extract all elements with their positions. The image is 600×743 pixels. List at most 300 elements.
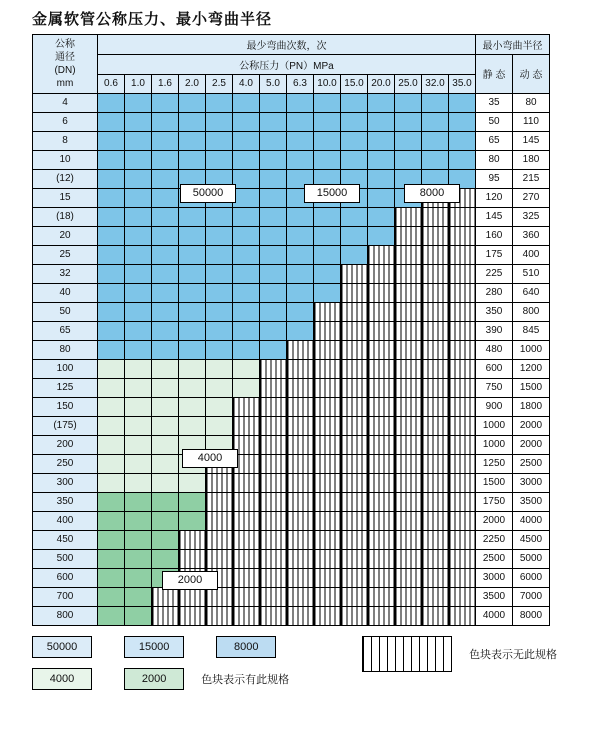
header-dn-line-1: 公称 bbox=[55, 38, 75, 50]
matrix-cell bbox=[152, 264, 179, 283]
matrix-cell bbox=[449, 549, 476, 568]
matrix-cell bbox=[152, 492, 179, 511]
matrix-cell bbox=[368, 112, 395, 131]
legend-chip-4000: 4000 bbox=[32, 668, 92, 690]
matrix-cell bbox=[233, 606, 260, 625]
row-dn-label: 6 bbox=[33, 112, 98, 131]
matrix-cell bbox=[287, 93, 314, 112]
matrix-cell bbox=[341, 283, 368, 302]
matrix-cell bbox=[125, 112, 152, 131]
matrix-cell bbox=[125, 169, 152, 188]
matrix-cell bbox=[314, 587, 341, 606]
matrix-cell bbox=[341, 606, 368, 625]
table-row bbox=[33, 283, 550, 302]
header-pressure-8: 10.0 bbox=[314, 75, 341, 94]
table-row bbox=[33, 492, 550, 511]
legend-note-color: 色块表示有此规格 bbox=[201, 674, 290, 686]
matrix-cell bbox=[125, 530, 152, 549]
matrix-cell bbox=[206, 606, 233, 625]
matrix-cell bbox=[98, 264, 125, 283]
matrix-cell bbox=[206, 245, 233, 264]
matrix-cell bbox=[125, 454, 152, 473]
matrix-cell bbox=[260, 169, 287, 188]
matrix-cell bbox=[341, 264, 368, 283]
matrix-cell bbox=[314, 473, 341, 492]
matrix-cell bbox=[152, 283, 179, 302]
row-dn-label: 125 bbox=[33, 378, 98, 397]
matrix-cell bbox=[341, 454, 368, 473]
matrix-cell bbox=[98, 245, 125, 264]
row-dn-label: 700 bbox=[33, 587, 98, 606]
matrix-cell bbox=[422, 473, 449, 492]
matrix-cell bbox=[206, 549, 233, 568]
matrix-cell bbox=[125, 264, 152, 283]
matrix-cell bbox=[368, 568, 395, 587]
table-body bbox=[33, 93, 550, 625]
matrix-cell bbox=[233, 473, 260, 492]
matrix-cell bbox=[395, 93, 422, 112]
matrix-cell bbox=[449, 340, 476, 359]
matrix-cell bbox=[422, 245, 449, 264]
matrix-cell bbox=[314, 435, 341, 454]
value-badge: 8000 bbox=[404, 184, 460, 203]
matrix-cell bbox=[287, 226, 314, 245]
table-row bbox=[33, 112, 550, 131]
row-static-radius: 35 bbox=[476, 93, 513, 112]
matrix-cell bbox=[422, 131, 449, 150]
header-pressure-10: 20.0 bbox=[368, 75, 395, 94]
row-static-radius: 1750 bbox=[476, 492, 513, 511]
table-row bbox=[33, 587, 550, 606]
table-row bbox=[33, 302, 550, 321]
matrix-cell bbox=[233, 359, 260, 378]
matrix-cell bbox=[287, 131, 314, 150]
row-dn-label: 450 bbox=[33, 530, 98, 549]
row-dynamic-radius: 2000 bbox=[513, 416, 550, 435]
value-badge: 4000 bbox=[182, 449, 238, 468]
row-dn-label: 32 bbox=[33, 264, 98, 283]
matrix-cell bbox=[206, 150, 233, 169]
matrix-cell bbox=[287, 568, 314, 587]
matrix-cell bbox=[260, 359, 287, 378]
row-dn-label: 10 bbox=[33, 150, 98, 169]
matrix-cell bbox=[206, 302, 233, 321]
row-dn-label: 150 bbox=[33, 397, 98, 416]
matrix-cell bbox=[98, 492, 125, 511]
matrix-cell bbox=[341, 416, 368, 435]
matrix-cell bbox=[449, 606, 476, 625]
matrix-cell bbox=[206, 530, 233, 549]
matrix-cell bbox=[98, 340, 125, 359]
matrix-cell bbox=[422, 549, 449, 568]
matrix-cell bbox=[152, 549, 179, 568]
matrix-cell bbox=[125, 511, 152, 530]
matrix-cell bbox=[422, 587, 449, 606]
matrix-cell bbox=[260, 454, 287, 473]
matrix-cell bbox=[422, 264, 449, 283]
matrix-cell bbox=[98, 511, 125, 530]
row-static-radius: 4000 bbox=[476, 606, 513, 625]
matrix-cell bbox=[314, 549, 341, 568]
matrix-cell bbox=[152, 112, 179, 131]
matrix-cell bbox=[341, 359, 368, 378]
row-dn-label: 300 bbox=[33, 473, 98, 492]
table-row bbox=[33, 188, 550, 207]
row-dynamic-radius: 7000 bbox=[513, 587, 550, 606]
matrix-cell bbox=[260, 492, 287, 511]
matrix-cell bbox=[287, 397, 314, 416]
matrix-cell bbox=[449, 473, 476, 492]
table-row bbox=[33, 359, 550, 378]
matrix-cell bbox=[449, 416, 476, 435]
matrix-cell bbox=[341, 378, 368, 397]
row-static-radius: 1000 bbox=[476, 416, 513, 435]
matrix-cell bbox=[287, 511, 314, 530]
table-row bbox=[33, 435, 550, 454]
matrix-cell bbox=[152, 302, 179, 321]
matrix-cell bbox=[233, 492, 260, 511]
matrix-cell bbox=[179, 207, 206, 226]
row-static-radius: 480 bbox=[476, 340, 513, 359]
row-static-radius: 2500 bbox=[476, 549, 513, 568]
legend-chip-2000: 2000 bbox=[124, 668, 184, 690]
matrix-cell bbox=[368, 473, 395, 492]
matrix-cell bbox=[125, 150, 152, 169]
matrix-cell bbox=[233, 568, 260, 587]
matrix-cell bbox=[449, 454, 476, 473]
row-static-radius: 280 bbox=[476, 283, 513, 302]
matrix-cell bbox=[449, 587, 476, 606]
matrix-cell bbox=[233, 150, 260, 169]
matrix-cell bbox=[125, 131, 152, 150]
matrix-cell bbox=[341, 302, 368, 321]
matrix-cell bbox=[260, 530, 287, 549]
matrix-cell bbox=[233, 112, 260, 131]
matrix-cell bbox=[260, 264, 287, 283]
row-dn-label: 20 bbox=[33, 226, 98, 245]
matrix-cell bbox=[368, 169, 395, 188]
header-pressure-4: 2.5 bbox=[206, 75, 233, 94]
row-dn-label: 250 bbox=[33, 454, 98, 473]
table-head bbox=[33, 35, 550, 94]
table-row bbox=[33, 397, 550, 416]
matrix-cell bbox=[449, 511, 476, 530]
table-row bbox=[33, 530, 550, 549]
matrix-cell bbox=[368, 302, 395, 321]
matrix-cell bbox=[260, 321, 287, 340]
header-pressure-1: 1.0 bbox=[125, 75, 152, 94]
matrix-cell bbox=[422, 283, 449, 302]
matrix-cell bbox=[233, 245, 260, 264]
row-dynamic-radius: 800 bbox=[513, 302, 550, 321]
matrix-cell bbox=[314, 359, 341, 378]
matrix-cell bbox=[125, 226, 152, 245]
matrix-cell bbox=[179, 264, 206, 283]
header-dn-line-2: 通径 bbox=[55, 51, 75, 63]
matrix-cell bbox=[233, 188, 260, 207]
matrix-cell bbox=[341, 397, 368, 416]
matrix-cell bbox=[287, 112, 314, 131]
matrix-cell bbox=[98, 359, 125, 378]
matrix-cell bbox=[422, 454, 449, 473]
matrix-cell bbox=[395, 150, 422, 169]
header-row-1 bbox=[33, 35, 550, 55]
matrix-cell bbox=[125, 302, 152, 321]
matrix-cell bbox=[206, 359, 233, 378]
matrix-cell bbox=[260, 397, 287, 416]
matrix-cell bbox=[125, 188, 152, 207]
matrix-cell bbox=[422, 226, 449, 245]
table-row bbox=[33, 340, 550, 359]
matrix-cell bbox=[422, 378, 449, 397]
matrix-cell bbox=[206, 283, 233, 302]
matrix-cell bbox=[449, 283, 476, 302]
matrix-cell bbox=[206, 416, 233, 435]
matrix-cell bbox=[179, 302, 206, 321]
matrix-cell bbox=[125, 245, 152, 264]
row-static-radius: 175 bbox=[476, 245, 513, 264]
matrix-cell bbox=[422, 530, 449, 549]
header-row-pressures bbox=[33, 75, 550, 94]
row-static-radius: 145 bbox=[476, 207, 513, 226]
matrix-cell bbox=[179, 606, 206, 625]
row-dynamic-radius: 1000 bbox=[513, 340, 550, 359]
matrix-cell bbox=[341, 587, 368, 606]
header-pressure-11: 25.0 bbox=[395, 75, 422, 94]
matrix-cell bbox=[233, 416, 260, 435]
header-dynamic: 动 态 bbox=[513, 55, 550, 94]
row-dynamic-radius: 8000 bbox=[513, 606, 550, 625]
matrix-cell bbox=[287, 150, 314, 169]
matrix-cell bbox=[422, 435, 449, 454]
matrix-cell bbox=[341, 511, 368, 530]
matrix-cell bbox=[260, 112, 287, 131]
matrix-cell bbox=[233, 169, 260, 188]
matrix-cell bbox=[125, 93, 152, 112]
matrix-cell bbox=[152, 416, 179, 435]
matrix-cell bbox=[395, 397, 422, 416]
matrix-cell bbox=[206, 473, 233, 492]
row-dn-label: 800 bbox=[33, 606, 98, 625]
matrix-cell bbox=[422, 150, 449, 169]
header-row-2 bbox=[33, 55, 550, 75]
header-bend-radius: 最小弯曲半径 bbox=[476, 35, 550, 55]
row-dynamic-radius: 3500 bbox=[513, 492, 550, 511]
matrix-cell bbox=[368, 321, 395, 340]
matrix-cell bbox=[260, 435, 287, 454]
matrix-cell bbox=[260, 93, 287, 112]
matrix-cell bbox=[422, 416, 449, 435]
matrix-cell bbox=[233, 587, 260, 606]
matrix-cell bbox=[206, 321, 233, 340]
matrix-cell bbox=[449, 492, 476, 511]
matrix-cell bbox=[179, 397, 206, 416]
matrix-cell bbox=[179, 283, 206, 302]
row-dynamic-radius: 4000 bbox=[513, 511, 550, 530]
table-row bbox=[33, 378, 550, 397]
row-dynamic-radius: 510 bbox=[513, 264, 550, 283]
row-dn-label: 200 bbox=[33, 435, 98, 454]
matrix-cell bbox=[179, 321, 206, 340]
matrix-cell bbox=[152, 530, 179, 549]
legend-chip-8000: 8000 bbox=[216, 636, 276, 658]
matrix-cell bbox=[368, 549, 395, 568]
matrix-cell bbox=[179, 226, 206, 245]
matrix-cell bbox=[422, 397, 449, 416]
matrix-cell bbox=[98, 188, 125, 207]
row-dynamic-radius: 845 bbox=[513, 321, 550, 340]
matrix-cell bbox=[260, 245, 287, 264]
table-row bbox=[33, 207, 550, 226]
matrix-cell bbox=[179, 150, 206, 169]
matrix-cell bbox=[341, 492, 368, 511]
matrix-cell bbox=[233, 530, 260, 549]
matrix-cell bbox=[314, 568, 341, 587]
matrix-cell bbox=[179, 93, 206, 112]
matrix-cell bbox=[152, 435, 179, 454]
matrix-cell bbox=[395, 359, 422, 378]
row-static-radius: 50 bbox=[476, 112, 513, 131]
matrix-cell bbox=[179, 131, 206, 150]
matrix-cell bbox=[449, 93, 476, 112]
spec-table bbox=[32, 34, 550, 626]
matrix-cell bbox=[260, 340, 287, 359]
matrix-cell bbox=[395, 435, 422, 454]
row-dynamic-radius: 4500 bbox=[513, 530, 550, 549]
matrix-cell bbox=[152, 207, 179, 226]
matrix-cell bbox=[98, 606, 125, 625]
matrix-cell bbox=[233, 378, 260, 397]
spec-table-container bbox=[32, 34, 568, 626]
matrix-cell bbox=[287, 530, 314, 549]
matrix-cell bbox=[341, 207, 368, 226]
matrix-cell bbox=[341, 530, 368, 549]
matrix-cell bbox=[260, 549, 287, 568]
header-pressure-12: 32.0 bbox=[422, 75, 449, 94]
matrix-cell bbox=[98, 435, 125, 454]
matrix-cell bbox=[395, 340, 422, 359]
row-dn-label: 65 bbox=[33, 321, 98, 340]
row-static-radius: 65 bbox=[476, 131, 513, 150]
matrix-cell bbox=[395, 283, 422, 302]
matrix-cell bbox=[395, 416, 422, 435]
matrix-cell bbox=[152, 397, 179, 416]
matrix-cell bbox=[341, 549, 368, 568]
matrix-cell bbox=[314, 378, 341, 397]
matrix-cell bbox=[422, 340, 449, 359]
matrix-cell bbox=[422, 568, 449, 587]
matrix-cell bbox=[395, 530, 422, 549]
row-static-radius: 2250 bbox=[476, 530, 513, 549]
matrix-cell bbox=[125, 359, 152, 378]
matrix-cell bbox=[449, 131, 476, 150]
legend-chip-15000: 15000 bbox=[124, 636, 184, 658]
row-static-radius: 390 bbox=[476, 321, 513, 340]
matrix-cell bbox=[125, 378, 152, 397]
matrix-cell bbox=[314, 150, 341, 169]
matrix-cell bbox=[260, 283, 287, 302]
matrix-cell bbox=[125, 568, 152, 587]
matrix-cell bbox=[314, 340, 341, 359]
matrix-cell bbox=[395, 454, 422, 473]
matrix-cell bbox=[368, 340, 395, 359]
matrix-cell bbox=[125, 473, 152, 492]
matrix-cell bbox=[395, 131, 422, 150]
matrix-cell bbox=[422, 112, 449, 131]
matrix-cell bbox=[98, 530, 125, 549]
value-badge: 15000 bbox=[304, 184, 360, 203]
matrix-cell bbox=[125, 207, 152, 226]
matrix-cell bbox=[179, 112, 206, 131]
matrix-cell bbox=[98, 568, 125, 587]
row-static-radius: 900 bbox=[476, 397, 513, 416]
legend-note-hatch: 色块表示无此规格 bbox=[469, 649, 558, 661]
matrix-cell bbox=[152, 131, 179, 150]
matrix-cell bbox=[260, 606, 287, 625]
row-dn-label: 40 bbox=[33, 283, 98, 302]
matrix-cell bbox=[368, 530, 395, 549]
header-static: 静 态 bbox=[476, 55, 513, 94]
matrix-cell bbox=[152, 606, 179, 625]
row-dynamic-radius: 2500 bbox=[513, 454, 550, 473]
value-badge: 50000 bbox=[180, 184, 236, 203]
matrix-cell bbox=[395, 378, 422, 397]
matrix-cell bbox=[233, 549, 260, 568]
matrix-cell bbox=[179, 530, 206, 549]
row-dynamic-radius: 1200 bbox=[513, 359, 550, 378]
matrix-cell bbox=[395, 511, 422, 530]
legend-chip-50000: 50000 bbox=[32, 636, 92, 658]
matrix-cell bbox=[422, 492, 449, 511]
matrix-cell bbox=[260, 378, 287, 397]
matrix-cell bbox=[287, 549, 314, 568]
row-static-radius: 3500 bbox=[476, 587, 513, 606]
matrix-cell bbox=[125, 340, 152, 359]
matrix-cell bbox=[368, 435, 395, 454]
matrix-cell bbox=[368, 150, 395, 169]
table-row bbox=[33, 549, 550, 568]
matrix-cell bbox=[395, 492, 422, 511]
header-pressure-7: 6.3 bbox=[287, 75, 314, 94]
matrix-cell bbox=[233, 340, 260, 359]
matrix-cell bbox=[125, 606, 152, 625]
matrix-cell bbox=[206, 226, 233, 245]
matrix-cell bbox=[395, 321, 422, 340]
matrix-cell bbox=[98, 587, 125, 606]
matrix-cell bbox=[233, 264, 260, 283]
matrix-cell bbox=[98, 473, 125, 492]
matrix-cell bbox=[368, 188, 395, 207]
matrix-cell bbox=[98, 549, 125, 568]
matrix-cell bbox=[98, 131, 125, 150]
matrix-cell bbox=[98, 93, 125, 112]
matrix-cell bbox=[314, 245, 341, 264]
row-dynamic-radius: 400 bbox=[513, 245, 550, 264]
matrix-cell bbox=[422, 302, 449, 321]
matrix-cell bbox=[341, 435, 368, 454]
matrix-cell bbox=[449, 226, 476, 245]
matrix-cell bbox=[125, 283, 152, 302]
matrix-cell bbox=[152, 321, 179, 340]
matrix-cell bbox=[368, 587, 395, 606]
row-dn-label: 4 bbox=[33, 93, 98, 112]
matrix-cell bbox=[449, 568, 476, 587]
matrix-cell bbox=[125, 416, 152, 435]
matrix-cell bbox=[368, 454, 395, 473]
matrix-cell bbox=[341, 473, 368, 492]
matrix-cell bbox=[368, 283, 395, 302]
row-static-radius: 160 bbox=[476, 226, 513, 245]
